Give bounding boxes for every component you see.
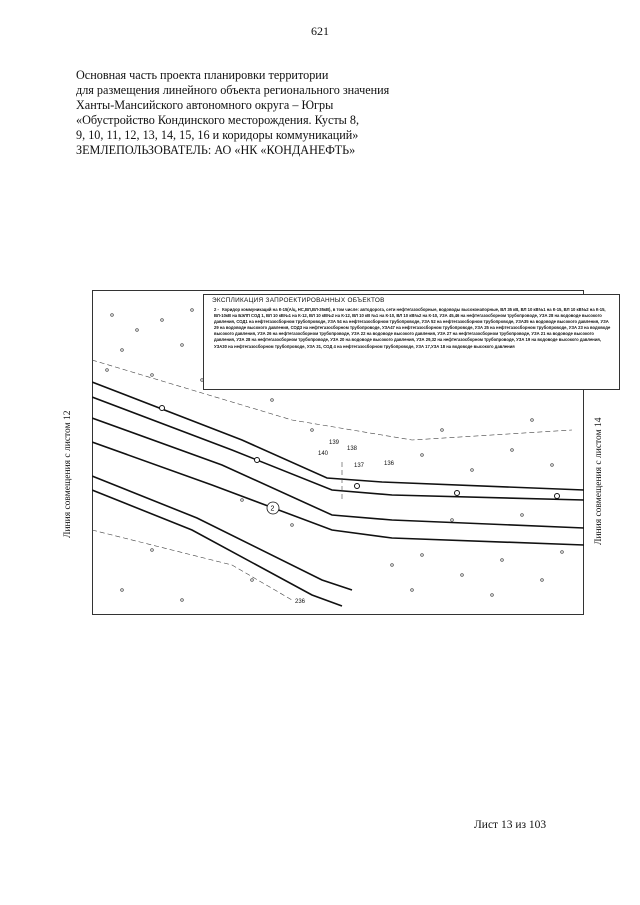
svg-text:136: 136 [384,461,395,467]
title-line: 9, 10, 11, 12, 13, 14, 15, 16 и коридоры коммуникаций» [76,128,359,142]
document-title [76,68,390,158]
title-line: для размещения линейного объекта регионального значения [76,83,390,97]
corridor-number: 2 [270,505,275,513]
alignment-line-left: Линия совмещения с листом 12 [63,410,73,538]
svg-text:236: 236 [295,599,306,605]
title-line: Основная часть проекта планировки территории [76,68,329,82]
dashed-lines [92,360,572,600]
legend-title: ЭКСПЛИКАЦИЯ ЗАПРОЕКТИРОВАННЫХ ОБЪЕКТОВ [212,297,385,304]
explication-legend [203,294,620,390]
corridor-lines [92,382,584,606]
alignment-line-right: Линия совмещения с листом 14 [594,417,604,545]
legend-text: Коридор коммуникаций на К-15(А/ц, НС,ВЛ,ВЛ-35кВ), в том числе: автодорога, сети нефтегазосборные, водоводы высоконапорные, ВЛ 35 кВ, ВЛ 10 кВ№1 на К-15, ВЛ 10 кВ№2 на К-15, ВЛ-10кВ на БЭЛП СОД 1, ВЛ 10 кВ№1 на К-12, ВЛ 10 кВ№2 на К-12, ВЛ 10 кВ №1 на К-10, ВЛ 10 кВ№2 на К-10, УЗА 45,46 на нефтегазосборном трубопроводе, УЗА 28 на водоводе высокого давления, СОД1 на нефтегазосборном трубопроводе, УЗА 54 на нефтегазосборном трубопроводе, УЗА 52 на нефтегазосборном трубопроводе, УЗА35 на водоводе высокого давления, УЗА 29 на водоводе высокого давления, СОД3 на нефтегазосборном трубопроводе, УЗА47 на нефтегазосборном трубопроводе, УЗА 25 на нефтегазосборном трубопроводе, УЗА 23 на водоводе высокого давления, УЗА 26 на нефтегазосборном трубопроводе, УЗА 22 на водоводе высокого давления, УЗА 27 на нефтегазосборном трубопроводе, УЗА 21 на водоводе высокого давления, УЗА 28 на нефтегазосборном трубопроводе, УЗА 20 на водоводе высокого давления, УЗА 29,32 на нефтегазосборном трубопроводе, УЗА 19 на водоводе высокого давления, УЗА30 на нефтегазосборном трубопроводе, УЗА 31, СОД 4 на нефтегазосборном трубопроводе, УЗА 17,УЗА 18 на водоводе высокого давления [214,307,611,349]
svg-text:138: 138 [347,446,358,452]
svg-text:139: 139 [329,440,340,446]
svg-text:140: 140 [318,451,329,457]
title-line: Ханты-Мансийского автономного округа – Югры [76,98,334,112]
title-line: «Обустройство Кондинского месторождения. Кусты 8, [76,113,360,127]
pipeline-nodes [160,406,560,499]
title-line: ЗЕМЛЕПОЛЬЗОВАТЕЛЬ: АО «НК «КОНДАНЕФТЬ» [76,143,356,157]
legend-body [204,306,619,350]
legend-number: 2 - [214,307,219,312]
sheet-label: Лист 13 из 103 [474,819,547,831]
page-number: 621 [311,24,329,38]
svg-text:137: 137 [354,463,365,469]
